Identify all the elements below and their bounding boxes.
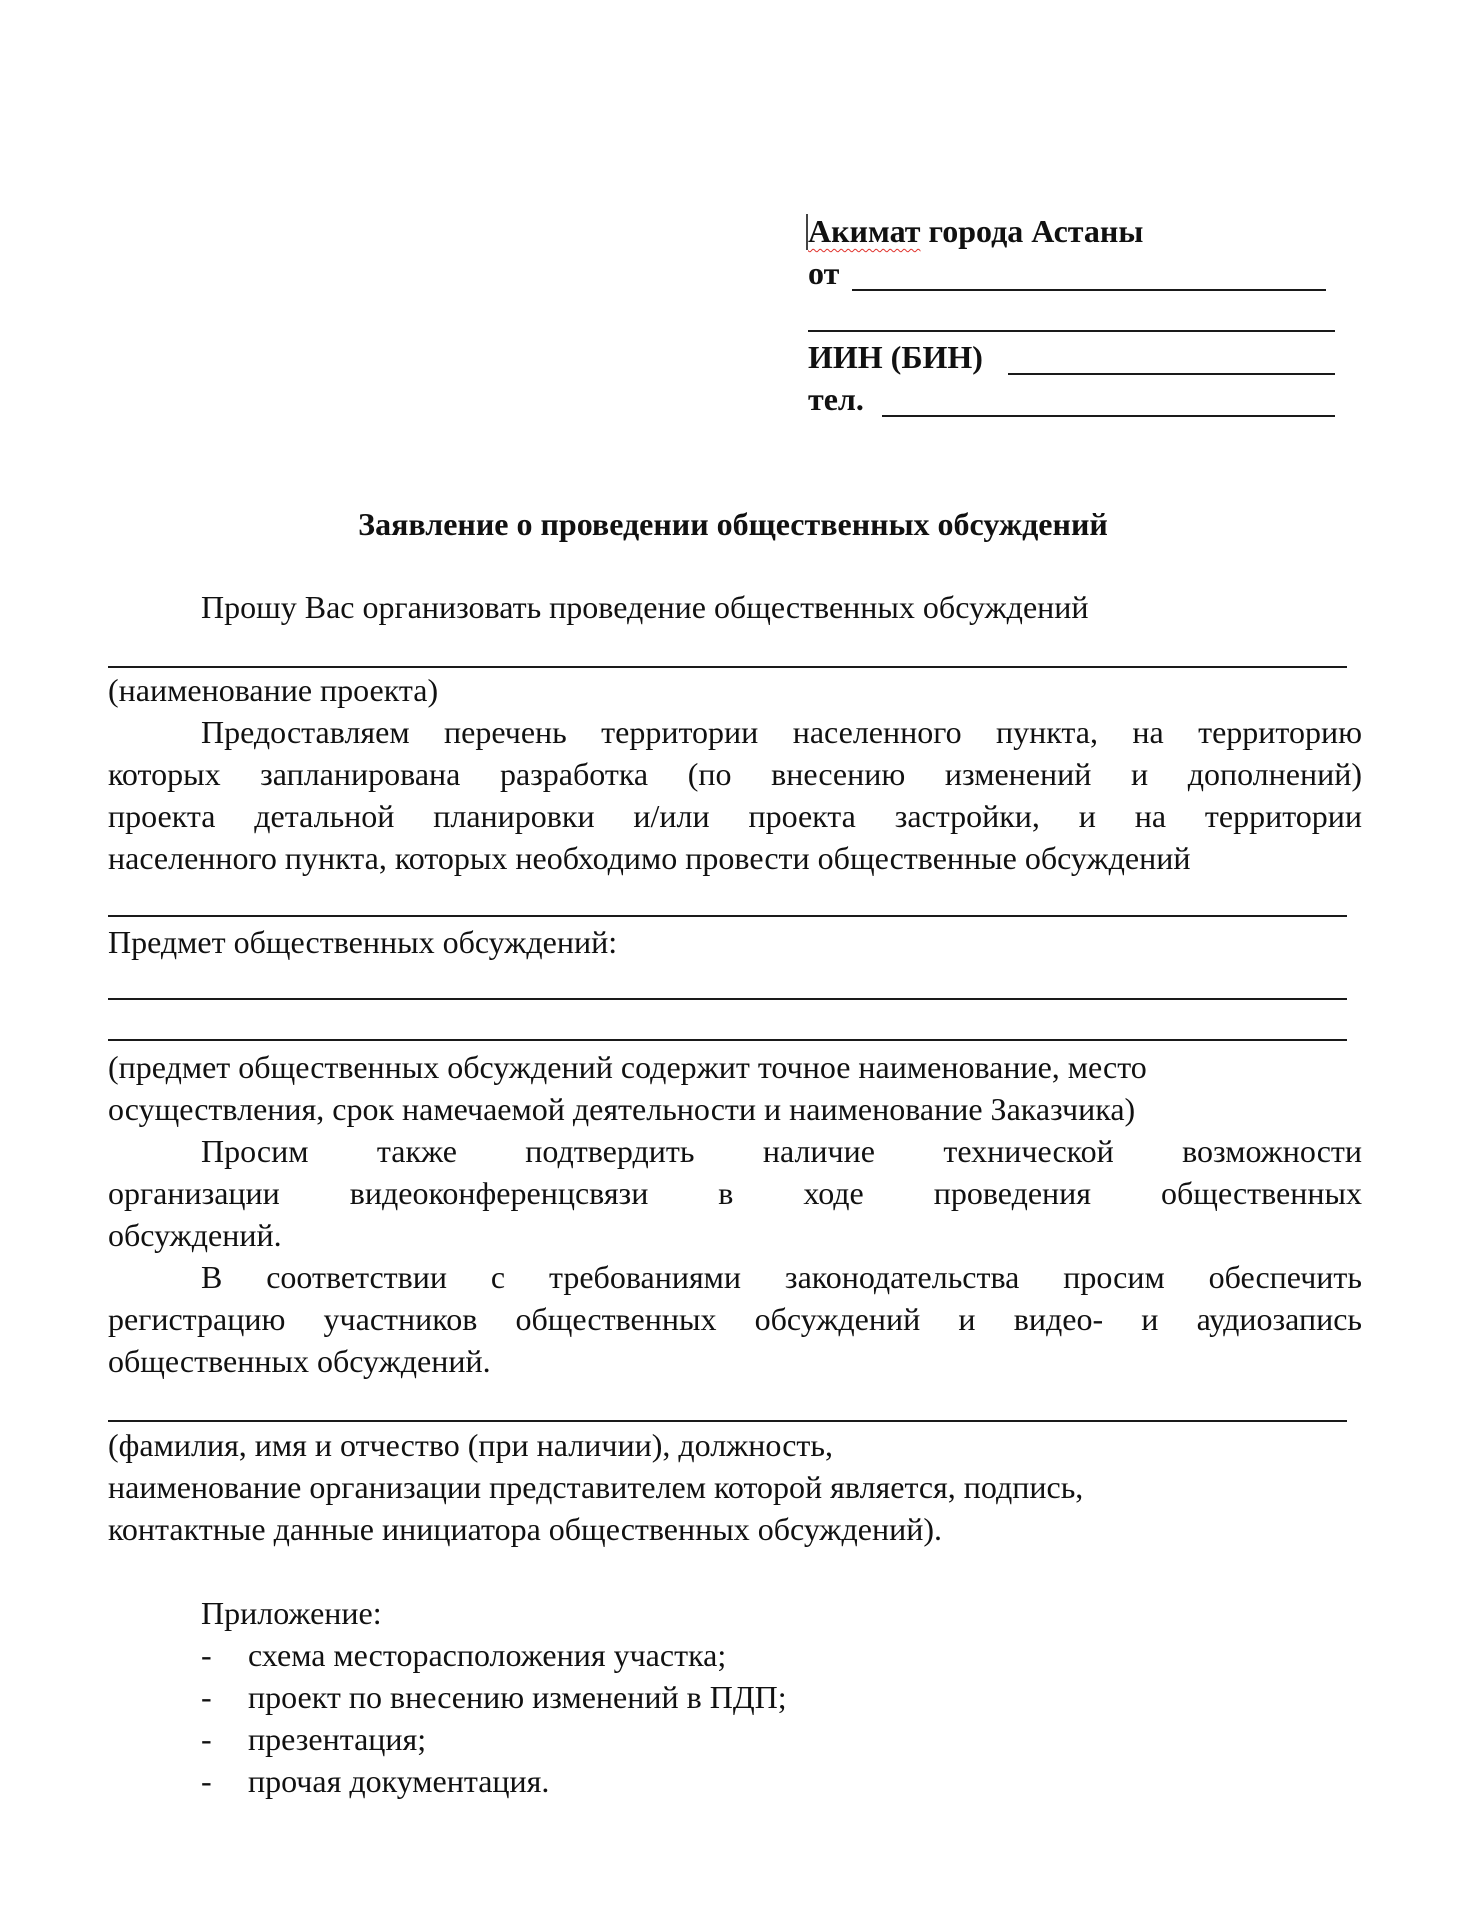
iin-field-line[interactable] <box>1008 373 1335 375</box>
subject-line-1[interactable] <box>108 998 1347 1000</box>
video-paragraph-line-1: Просим также подтвердить наличие технической возможности <box>201 1133 1362 1169</box>
territory-paragraph-line-3: проекта детальной планировки и/или проекта застройки, и на территории <box>108 798 1362 834</box>
video-paragraph-line-3: обсуждений. <box>108 1217 282 1253</box>
video-paragraph-line-2: организации видеоконференцсвязи в ходе проведения общественных <box>108 1175 1362 1211</box>
list-bullet: - <box>201 1679 212 1715</box>
attachments-label: Приложение: <box>201 1595 382 1631</box>
registration-paragraph-line-2: регистрацию участников общественных обсуждений и видео- и аудиозапись <box>108 1301 1362 1337</box>
recipient-word-misspelled: Акимат <box>808 213 921 249</box>
project-name-hint: (наименование проекта) <box>108 672 439 708</box>
phone-label: тел. <box>808 381 864 417</box>
subject-hint-line-1: (предмет общественных обсуждений содержит точное наименование, место <box>108 1049 1147 1085</box>
territory-line[interactable] <box>108 915 1347 917</box>
list-bullet: - <box>201 1721 212 1757</box>
attachment-item: прочая документация. <box>248 1763 550 1799</box>
signature-hint-line-1: (фамилия, имя и отчество (при наличии), должность, <box>108 1427 833 1463</box>
project-name-line[interactable] <box>108 666 1347 668</box>
signature-hint-line-3: контактные данные инициатора общественных обсуждений). <box>108 1511 943 1547</box>
from-label: от <box>808 255 840 291</box>
recipient-line <box>808 210 1143 252</box>
subject-label: Предмет общественных обсуждений: <box>108 924 618 960</box>
territory-paragraph-line-1: Предоставляем перечень территории населенного пункта, на территорию <box>201 714 1362 750</box>
from-field-line[interactable] <box>852 289 1326 291</box>
territory-paragraph-line-4: населенного пункта, которых необходимо провести общественные обсуждений <box>108 840 1191 876</box>
phone-field-line[interactable] <box>882 415 1335 417</box>
subject-line-2[interactable] <box>108 1039 1347 1041</box>
signature-line[interactable] <box>108 1420 1347 1422</box>
subject-hint-line-2: осуществления, срок намечаемой деятельности и наименование Заказчика) <box>108 1091 1136 1127</box>
document-title: Заявление о проведении общественных обсуждений <box>358 506 1108 542</box>
attachment-item: презентация; <box>248 1721 427 1757</box>
attachment-item: проект по внесению изменений в ПДП; <box>248 1679 787 1715</box>
attachment-item: схема месторасположения участка; <box>248 1637 727 1673</box>
request-line: Прошу Вас организовать проведение общественных обсуждений <box>201 589 1089 625</box>
territory-paragraph-line-2: которых запланирована разработка (по внесению изменений и дополнений) <box>108 756 1362 792</box>
list-bullet: - <box>201 1763 212 1799</box>
signature-hint-line-2: наименование организации представителем которой является, подпись, <box>108 1469 1084 1505</box>
registration-paragraph-line-1: В соответствии с требованиями законодательства просим обеспечить <box>201 1259 1362 1295</box>
list-bullet: - <box>201 1637 212 1673</box>
registration-paragraph-line-3: общественных обсуждений. <box>108 1343 491 1379</box>
recipient-rest: города Астаны <box>920 213 1144 249</box>
iin-label: ИИН (БИН) <box>808 339 983 375</box>
from-field-line-2[interactable] <box>808 330 1335 332</box>
